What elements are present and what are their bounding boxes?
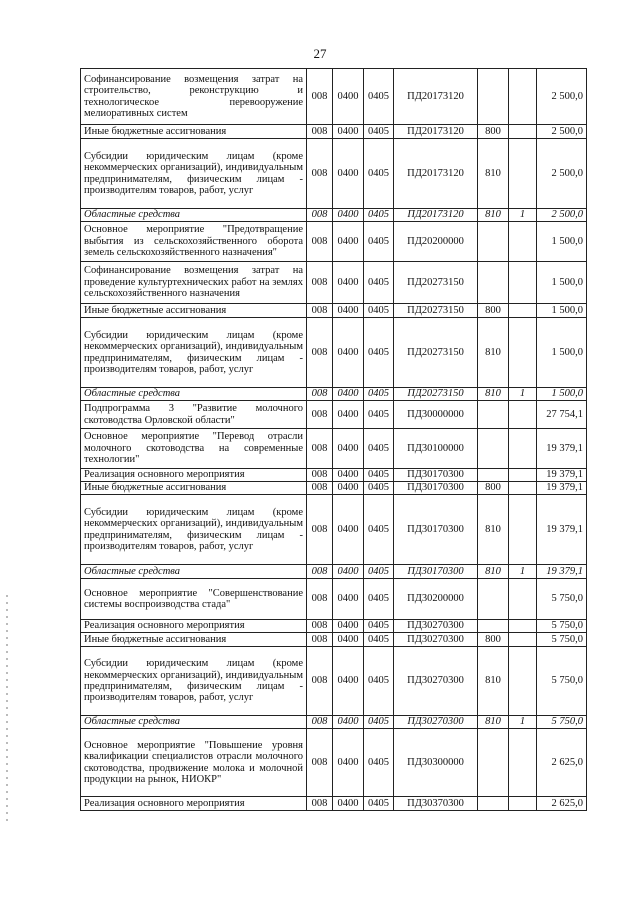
cell-name: Софинансирование возмещения затрат на строительство, реконструкцию и технологическое перевооружение мелиоративных систем <box>81 69 307 125</box>
cell-section: 0400 <box>333 797 364 811</box>
cell-admin-code: 008 <box>307 482 333 495</box>
cell-funding-source <box>509 579 537 620</box>
table-row <box>81 318 587 388</box>
cell-admin-code: 008 <box>307 304 333 318</box>
cell-subsection: 0405 <box>364 69 394 125</box>
cell-admin-code: 008 <box>307 209 333 222</box>
table-row <box>81 139 587 209</box>
cell-target-article: ПД30270300 <box>394 620 478 633</box>
cell-section: 0400 <box>333 209 364 222</box>
cell-funding-source <box>509 69 537 125</box>
cell-amount: 19 379,1 <box>537 565 587 579</box>
cell-target-article: ПД30200000 <box>394 579 478 620</box>
table-row <box>81 729 587 797</box>
cell-amount: 5 750,0 <box>537 716 587 729</box>
cell-expense-type: 810 <box>478 716 509 729</box>
cell-target-article: ПД20273150 <box>394 388 478 401</box>
cell-funding-source <box>509 429 537 469</box>
cell-subsection: 0405 <box>364 125 394 139</box>
cell-name: Основное мероприятие "Совершенствование системы воспроизводства стада" <box>81 579 307 620</box>
cell-funding-source <box>509 318 537 388</box>
cell-target-article: ПД30270300 <box>394 716 478 729</box>
cell-subsection: 0405 <box>364 222 394 262</box>
cell-expense-type <box>478 797 509 811</box>
cell-subsection: 0405 <box>364 209 394 222</box>
table-row <box>81 401 587 429</box>
cell-admin-code: 008 <box>307 429 333 469</box>
cell-amount: 1 500,0 <box>537 304 587 318</box>
cell-amount: 2 500,0 <box>537 139 587 209</box>
cell-name: Иные бюджетные ассигнования <box>81 633 307 647</box>
cell-funding-source <box>509 797 537 811</box>
cell-funding-source: 1 <box>509 209 537 222</box>
cell-expense-type <box>478 262 509 304</box>
cell-subsection: 0405 <box>364 620 394 633</box>
page-number: 27 <box>313 46 327 61</box>
cell-name: Реализация основного мероприятия <box>81 620 307 633</box>
cell-name: Иные бюджетные ассигнования <box>81 482 307 495</box>
table-row <box>81 579 587 620</box>
cell-target-article: ПД30170300 <box>394 495 478 565</box>
cell-section: 0400 <box>333 729 364 797</box>
cell-expense-type: 810 <box>478 495 509 565</box>
cell-target-article: ПД30300000 <box>394 729 478 797</box>
cell-section: 0400 <box>333 222 364 262</box>
table-row <box>81 125 587 139</box>
cell-amount: 19 379,1 <box>537 429 587 469</box>
cell-amount: 1 500,0 <box>537 262 587 304</box>
cell-expense-type: 800 <box>478 633 509 647</box>
cell-expense-type <box>478 69 509 125</box>
cell-expense-type <box>478 729 509 797</box>
cell-name: Субсидии юридическим лицам (кроме некоммерческих организаций), индивидуальным предпринимателям, физическим лицам - производителям товаров, работ, услуг <box>81 495 307 565</box>
cell-name: Основное мероприятие "Перевод отрасли молочного скотоводства на современные технологии" <box>81 429 307 469</box>
cell-expense-type: 800 <box>478 125 509 139</box>
cell-amount: 5 750,0 <box>537 579 587 620</box>
budget-table <box>80 68 587 811</box>
cell-subsection: 0405 <box>364 797 394 811</box>
cell-subsection: 0405 <box>364 579 394 620</box>
cell-admin-code: 008 <box>307 716 333 729</box>
cell-expense-type: 810 <box>478 647 509 716</box>
cell-section: 0400 <box>333 262 364 304</box>
cell-section: 0400 <box>333 139 364 209</box>
cell-admin-code: 008 <box>307 495 333 565</box>
cell-funding-source <box>509 125 537 139</box>
cell-target-article: ПД20173120 <box>394 139 478 209</box>
cell-amount: 27 754,1 <box>537 401 587 429</box>
cell-name: Реализация основного мероприятия <box>81 469 307 482</box>
cell-target-article: ПД20200000 <box>394 222 478 262</box>
cell-target-article: ПД20173120 <box>394 125 478 139</box>
cell-admin-code: 008 <box>307 469 333 482</box>
cell-subsection: 0405 <box>364 565 394 579</box>
cell-expense-type <box>478 222 509 262</box>
cell-subsection: 0405 <box>364 716 394 729</box>
cell-amount: 1 500,0 <box>537 222 587 262</box>
cell-name: Областные средства <box>81 716 307 729</box>
cell-section: 0400 <box>333 647 364 716</box>
cell-amount: 2 625,0 <box>537 797 587 811</box>
cell-funding-source: 1 <box>509 388 537 401</box>
table-row-oblast-funds <box>81 388 587 401</box>
cell-name: Подпрограмма 3 "Развитие молочного скотоводства Орловской области" <box>81 401 307 429</box>
cell-funding-source <box>509 647 537 716</box>
cell-target-article: ПД30170300 <box>394 469 478 482</box>
table-row <box>81 633 587 647</box>
cell-name: Реализация основного мероприятия <box>81 797 307 811</box>
cell-admin-code: 008 <box>307 388 333 401</box>
cell-target-article: ПД20273150 <box>394 262 478 304</box>
cell-admin-code: 008 <box>307 69 333 125</box>
cell-admin-code: 008 <box>307 729 333 797</box>
cell-expense-type: 810 <box>478 209 509 222</box>
cell-subsection: 0405 <box>364 318 394 388</box>
cell-admin-code: 008 <box>307 318 333 388</box>
cell-section: 0400 <box>333 388 364 401</box>
table-row <box>81 482 587 495</box>
cell-expense-type <box>478 620 509 633</box>
cell-admin-code: 008 <box>307 633 333 647</box>
cell-name: Областные средства <box>81 388 307 401</box>
cell-funding-source <box>509 262 537 304</box>
cell-section: 0400 <box>333 579 364 620</box>
table-row-oblast-funds <box>81 565 587 579</box>
table-row-oblast-funds <box>81 209 587 222</box>
cell-expense-type: 800 <box>478 482 509 495</box>
cell-section: 0400 <box>333 304 364 318</box>
cell-expense-type: 810 <box>478 388 509 401</box>
cell-name: Основное мероприятие "Предотвращение выбытия из сельскохозяйственного оборота земель сельскохозяйственного назначения" <box>81 222 307 262</box>
cell-target-article: ПД20273150 <box>394 318 478 388</box>
cell-funding-source <box>509 401 537 429</box>
cell-funding-source <box>509 620 537 633</box>
cell-funding-source <box>509 482 537 495</box>
cell-section: 0400 <box>333 495 364 565</box>
cell-amount: 1 500,0 <box>537 318 587 388</box>
cell-section: 0400 <box>333 482 364 495</box>
cell-expense-type <box>478 401 509 429</box>
cell-subsection: 0405 <box>364 304 394 318</box>
cell-section: 0400 <box>333 69 364 125</box>
cell-expense-type <box>478 579 509 620</box>
cell-target-article: ПД20173120 <box>394 69 478 125</box>
cell-admin-code: 008 <box>307 262 333 304</box>
table-row <box>81 469 587 482</box>
cell-subsection: 0405 <box>364 469 394 482</box>
cell-admin-code: 008 <box>307 125 333 139</box>
cell-expense-type: 800 <box>478 304 509 318</box>
cell-section: 0400 <box>333 125 364 139</box>
cell-target-article: ПД30170300 <box>394 482 478 495</box>
binding-marks <box>6 595 8 825</box>
cell-subsection: 0405 <box>364 647 394 716</box>
cell-target-article: ПД30100000 <box>394 429 478 469</box>
cell-name: Областные средства <box>81 565 307 579</box>
cell-subsection: 0405 <box>364 429 394 469</box>
cell-expense-type <box>478 469 509 482</box>
cell-admin-code: 008 <box>307 579 333 620</box>
table-row <box>81 797 587 811</box>
cell-subsection: 0405 <box>364 139 394 209</box>
cell-target-article: ПД30270300 <box>394 633 478 647</box>
cell-amount: 2 500,0 <box>537 125 587 139</box>
cell-name: Субсидии юридическим лицам (кроме некоммерческих организаций), индивидуальным предпринимателям, физическим лицам - производителям товаров, работ, услуг <box>81 647 307 716</box>
cell-target-article: ПД30000000 <box>394 401 478 429</box>
cell-expense-type: 810 <box>478 318 509 388</box>
cell-funding-source: 1 <box>509 716 537 729</box>
cell-amount: 19 379,1 <box>537 495 587 565</box>
table-row <box>81 304 587 318</box>
cell-subsection: 0405 <box>364 388 394 401</box>
cell-admin-code: 008 <box>307 565 333 579</box>
cell-funding-source <box>509 222 537 262</box>
table-body <box>81 69 587 811</box>
cell-amount: 1 500,0 <box>537 388 587 401</box>
cell-amount: 5 750,0 <box>537 620 587 633</box>
table-row <box>81 429 587 469</box>
cell-amount: 5 750,0 <box>537 633 587 647</box>
cell-name: Областные средства <box>81 209 307 222</box>
cell-subsection: 0405 <box>364 633 394 647</box>
cell-funding-source <box>509 304 537 318</box>
cell-amount: 2 625,0 <box>537 729 587 797</box>
cell-expense-type <box>478 429 509 469</box>
cell-funding-source <box>509 495 537 565</box>
cell-amount: 2 500,0 <box>537 209 587 222</box>
cell-subsection: 0405 <box>364 262 394 304</box>
cell-expense-type: 810 <box>478 139 509 209</box>
cell-subsection: 0405 <box>364 482 394 495</box>
cell-admin-code: 008 <box>307 222 333 262</box>
cell-name: Основное мероприятие "Повышение уровня квалификации специалистов отрасли молочного скотоводства, продвижение молока и молочной продукции на рынок, НИОКР" <box>81 729 307 797</box>
cell-subsection: 0405 <box>364 495 394 565</box>
table-row <box>81 262 587 304</box>
cell-section: 0400 <box>333 565 364 579</box>
cell-name: Субсидии юридическим лицам (кроме некоммерческих организаций), индивидуальным предпринимателям, физическим лицам - производителям товаров, работ, услуг <box>81 318 307 388</box>
table-row <box>81 69 587 125</box>
cell-amount: 19 379,1 <box>537 469 587 482</box>
cell-funding-source <box>509 139 537 209</box>
cell-expense-type: 810 <box>478 565 509 579</box>
cell-admin-code: 008 <box>307 139 333 209</box>
cell-section: 0400 <box>333 318 364 388</box>
cell-target-article: ПД30170300 <box>394 565 478 579</box>
cell-target-article: ПД30270300 <box>394 647 478 716</box>
cell-admin-code: 008 <box>307 401 333 429</box>
cell-amount: 2 500,0 <box>537 69 587 125</box>
cell-funding-source <box>509 633 537 647</box>
cell-section: 0400 <box>333 469 364 482</box>
cell-section: 0400 <box>333 429 364 469</box>
table-row <box>81 222 587 262</box>
cell-admin-code: 008 <box>307 620 333 633</box>
cell-name: Иные бюджетные ассигнования <box>81 304 307 318</box>
table-row <box>81 620 587 633</box>
cell-section: 0400 <box>333 633 364 647</box>
cell-name: Иные бюджетные ассигнования <box>81 125 307 139</box>
table-row <box>81 495 587 565</box>
cell-funding-source <box>509 469 537 482</box>
cell-name: Субсидии юридическим лицам (кроме некоммерческих организаций), индивидуальным предпринимателям, физическим лицам - производителям товаров, работ, услуг <box>81 139 307 209</box>
cell-name: Софинансирование возмещения затрат на проведение культуртехнических работ на землях сельскохозяйственного назначения <box>81 262 307 304</box>
table-row <box>81 647 587 716</box>
cell-admin-code: 008 <box>307 797 333 811</box>
table-row-oblast-funds <box>81 716 587 729</box>
cell-section: 0400 <box>333 401 364 429</box>
cell-subsection: 0405 <box>364 729 394 797</box>
cell-amount: 19 379,1 <box>537 482 587 495</box>
cell-admin-code: 008 <box>307 647 333 716</box>
cell-target-article: ПД20273150 <box>394 304 478 318</box>
cell-funding-source: 1 <box>509 565 537 579</box>
cell-subsection: 0405 <box>364 401 394 429</box>
cell-target-article: ПД30370300 <box>394 797 478 811</box>
cell-amount: 5 750,0 <box>537 647 587 716</box>
cell-funding-source <box>509 729 537 797</box>
cell-target-article: ПД20173120 <box>394 209 478 222</box>
cell-section: 0400 <box>333 716 364 729</box>
cell-section: 0400 <box>333 620 364 633</box>
